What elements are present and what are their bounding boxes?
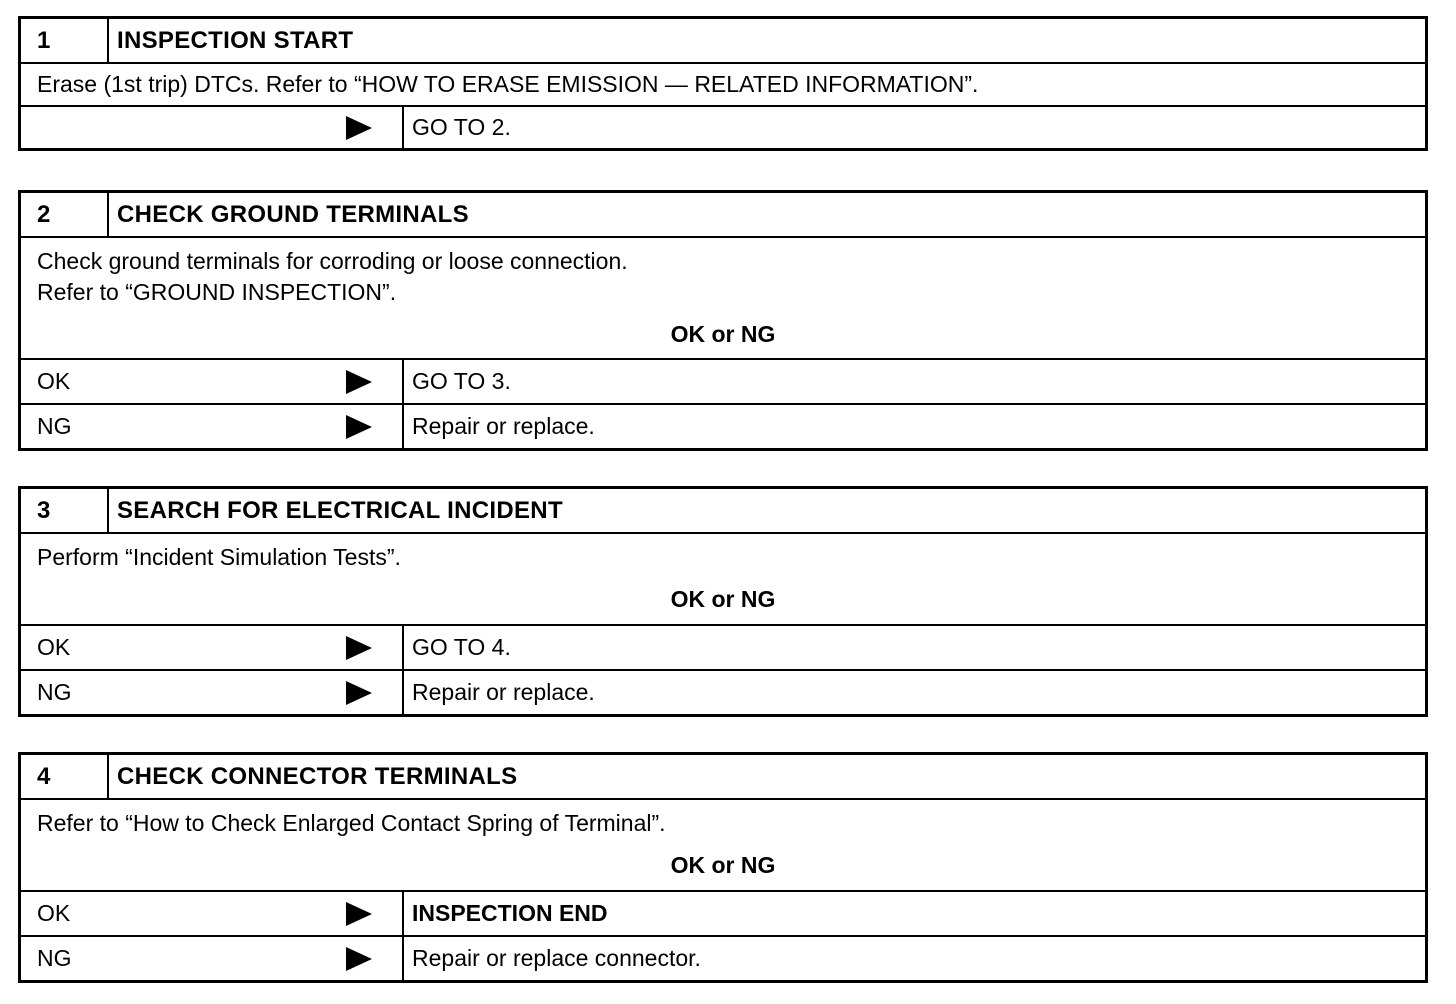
arrow-right-icon [346, 902, 372, 926]
step-number: 1 [21, 19, 109, 62]
step-description [21, 62, 1425, 105]
result-label-cell [21, 671, 404, 714]
step-1 [18, 16, 1428, 151]
step-2 [18, 190, 1428, 451]
result-action[interactable]: Repair or replace connector. [412, 945, 701, 971]
description-line: Refer to “How to Check Enlarged Contact Spring of Terminal”. [37, 810, 666, 836]
result-label: NG [37, 945, 72, 971]
description-line: Perform “Incident Simulation Tests”. [37, 544, 401, 570]
arrow-right-icon [346, 636, 372, 660]
result-row [21, 403, 1425, 448]
arrow-right-icon [346, 681, 372, 705]
result-action[interactable]: GO TO 3. [412, 368, 511, 394]
ok-or-ng-heading: OK or NG [670, 586, 776, 612]
result-label: NG [37, 679, 72, 705]
result-label-cell [21, 107, 404, 148]
ok-or-ng-heading: OK or NG [670, 321, 776, 347]
result-action[interactable]: Repair or replace. [412, 413, 595, 439]
step-header [21, 193, 1425, 236]
step-4 [18, 752, 1428, 983]
step-description [21, 532, 1425, 624]
step-title: SEARCH FOR ELECTRICAL INCIDENT [117, 496, 563, 524]
step-3 [18, 486, 1428, 717]
step-title: CHECK GROUND TERMINALS [117, 200, 469, 228]
result-row [21, 358, 1425, 403]
result-label: NG [37, 413, 72, 439]
result-label-cell [21, 405, 404, 448]
result-label: OK [37, 634, 71, 660]
arrow-right-icon [346, 116, 372, 140]
step-number: 3 [21, 489, 109, 532]
step-title: INSPECTION START [117, 26, 354, 54]
ok-or-ng-heading: OK or NG [670, 852, 776, 878]
result-label-cell [21, 360, 404, 403]
arrow-right-icon [346, 370, 372, 394]
step-header [21, 19, 1425, 62]
result-row [21, 624, 1425, 669]
result-label: OK [37, 900, 71, 926]
result-row [21, 105, 1425, 148]
result-label-cell [21, 937, 404, 980]
arrow-right-icon [346, 415, 372, 439]
step-header [21, 755, 1425, 798]
result-label: OK [37, 368, 71, 394]
description-line: Erase (1st trip) DTCs. Refer to “HOW TO ERASE EMISSION — RELATED INFORMATION”. [37, 71, 979, 97]
result-action[interactable]: GO TO 2. [412, 114, 511, 140]
arrow-right-icon [346, 947, 372, 971]
step-description [21, 798, 1425, 890]
result-row [21, 935, 1425, 980]
step-number: 4 [21, 755, 109, 798]
step-title: CHECK CONNECTOR TERMINALS [117, 762, 518, 790]
result-action[interactable]: Repair or replace. [412, 679, 595, 705]
step-header [21, 489, 1425, 532]
step-description [21, 236, 1425, 358]
result-label-cell [21, 892, 404, 935]
result-row [21, 669, 1425, 714]
result-label-cell [21, 626, 404, 669]
step-number: 2 [21, 193, 109, 236]
result-row [21, 890, 1425, 935]
result-action[interactable]: INSPECTION END [412, 900, 608, 926]
description-line: Check ground terminals for corroding or loose connection. [37, 248, 628, 274]
description-line: Refer to “GROUND INSPECTION”. [37, 279, 397, 305]
result-action[interactable]: GO TO 4. [412, 634, 511, 660]
